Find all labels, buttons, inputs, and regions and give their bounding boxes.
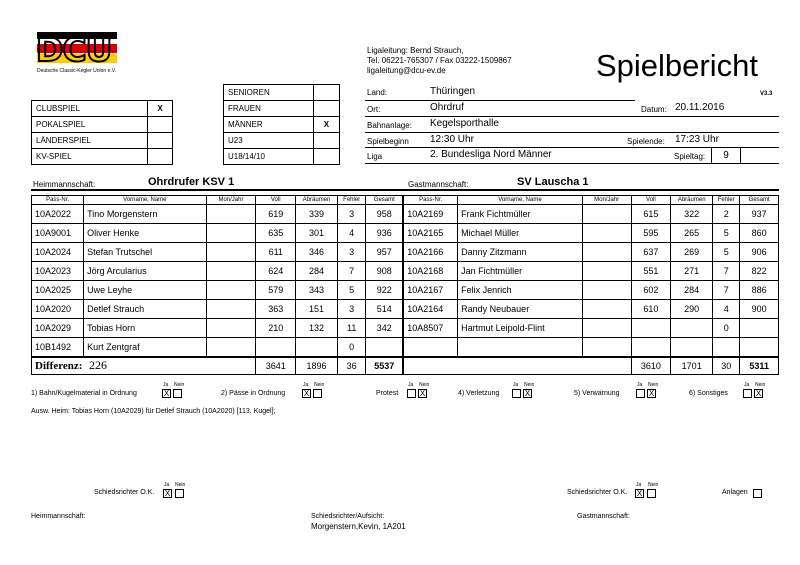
ort-label: Ort:	[367, 105, 381, 114]
klasse-checkbox[interactable]: X	[313, 117, 339, 133]
gast-gesamt: 900	[740, 300, 779, 319]
schiri-left-ja-label: Ja	[164, 482, 170, 488]
gast-abraeumen: 322	[671, 205, 713, 224]
gast-fehler	[713, 338, 740, 357]
land-value: Thüringen	[430, 86, 476, 97]
ende-label: Spielende:	[627, 137, 665, 146]
klasse-row	[224, 85, 340, 101]
check-ja-checkbox[interactable]	[512, 389, 521, 398]
differenz-cell	[32, 357, 256, 375]
check-ja-checkbox[interactable]	[636, 389, 645, 398]
heim-player-name: Uwe Leyhe	[84, 281, 206, 300]
check-ja-label: Ja	[744, 382, 750, 388]
klasse-checkbox[interactable]	[313, 101, 339, 117]
gast-mon-jahr	[582, 281, 631, 300]
gast-pass-nr: 10A2166	[403, 243, 457, 262]
heim-mon-jahr	[206, 243, 256, 262]
gast-gesamt: 886	[740, 281, 779, 300]
anlagen-label: Anlagen	[722, 489, 748, 496]
hdr-monjahr: Mon/Jahr	[206, 196, 256, 205]
heim-abraeumen: 346	[296, 243, 338, 262]
heim-voll: 611	[256, 243, 296, 262]
heim-abraeumen: 343	[296, 281, 338, 300]
schiri-ok-label: Schiedsrichter O.K.	[567, 489, 628, 496]
check-label: Protest	[376, 390, 399, 397]
gast-voll: 551	[631, 262, 671, 281]
heim-mon-jahr	[206, 262, 256, 281]
spielart-row	[32, 133, 173, 149]
klasse-grid	[223, 84, 340, 165]
schiri-ok-right	[567, 489, 627, 496]
schiri-ok-label: Schiedsrichter O.K.	[94, 489, 155, 496]
klasse-checkbox[interactable]	[313, 85, 339, 101]
spielart-label: KV-SPIEL	[32, 149, 148, 165]
spieltag-value: 9	[723, 150, 729, 161]
gast-gesamt	[740, 338, 779, 357]
gast-sum-voll: 3610	[631, 357, 671, 375]
hdr-fehler: Fehler	[338, 196, 366, 205]
klasse-row	[224, 101, 340, 117]
heim-pass-nr: 10A2020	[32, 300, 84, 319]
klasse-label: U23	[224, 133, 314, 149]
gast-abraeumen: 284	[671, 281, 713, 300]
spielart-checkbox[interactable]	[148, 117, 173, 133]
datum-label: Datum:	[641, 105, 667, 114]
check-ja-label: Ja	[513, 382, 519, 388]
check-nein-checkbox[interactable]: X	[524, 389, 531, 398]
gast-voll	[631, 338, 671, 357]
hdr-monjahr: Mon/Jahr	[582, 196, 631, 205]
hdr-pass: Pass-Nr.	[32, 196, 84, 205]
heim-sum-fehler: 36	[338, 357, 366, 375]
score-table	[31, 195, 779, 375]
check-nein-checkbox[interactable]: X	[648, 389, 655, 398]
player-row	[32, 338, 779, 357]
gast-gesamt: 937	[740, 205, 779, 224]
liga-info-line1: Ligaleitung: Bernd Strauch,	[367, 46, 464, 55]
gast-sum-fehler: 30	[713, 357, 740, 375]
heim-player-name: Jörg Arcularius	[84, 262, 206, 281]
beginn-label: Spielbeginn	[367, 137, 409, 146]
sig-schiri-label: Schiedsrichter/Aufsicht:	[311, 513, 385, 520]
schiri-left-ja-checkbox[interactable]: X	[164, 489, 171, 498]
gast-mon-jahr	[582, 300, 631, 319]
heim-player-name: Oliver Henke	[84, 224, 206, 243]
spielart-row	[32, 149, 173, 165]
gast-player-name: Frank Fichtmüller	[458, 205, 583, 224]
gast-pass-nr: 10A8507	[403, 319, 457, 338]
heim-gesamt: 957	[366, 243, 403, 262]
check-nein-label: Nein	[174, 382, 185, 388]
klasse-checkbox[interactable]	[313, 133, 339, 149]
differenz-label: Differenz:	[35, 360, 83, 373]
anlagen-checkbox[interactable]	[753, 489, 762, 498]
gast-voll: 637	[631, 243, 671, 262]
spielart-checkbox[interactable]	[148, 133, 173, 149]
player-row	[32, 205, 779, 224]
hdr-gesamt: Gesamt	[366, 196, 403, 205]
check-ja-checkbox[interactable]	[743, 389, 752, 398]
gast-sum-abraeumen: 1701	[671, 357, 713, 375]
heim-fehler: 3	[338, 205, 366, 224]
gast-gesamt: 860	[740, 224, 779, 243]
gast-fehler: 4	[713, 300, 740, 319]
score-header-row	[32, 196, 779, 205]
spielart-label: LÄNDERSPIEL	[32, 133, 148, 149]
heim-pass-nr: 10A2029	[32, 319, 84, 338]
hdr-abr: Abräumen	[671, 196, 713, 205]
page-title: Spielbericht	[596, 48, 758, 83]
heim-pass-nr: 10A2022	[32, 205, 84, 224]
ort-value: Ohrdruf	[430, 102, 464, 113]
heim-abraeumen: 132	[296, 319, 338, 338]
check-nein-checkbox[interactable]: X	[419, 389, 426, 398]
heim-gesamt: 936	[366, 224, 403, 243]
schiri-right-ja-label: Ja	[636, 482, 642, 488]
heim-pass-nr: 10A2025	[32, 281, 84, 300]
gast-fehler: 5	[713, 243, 740, 262]
heim-sum-voll: 3641	[256, 357, 296, 375]
gast-fehler: 5	[713, 224, 740, 243]
check-label: 5) Verwarnung	[574, 390, 620, 397]
gast-player-name: Michael Müller	[458, 224, 583, 243]
spielart-row	[32, 101, 173, 117]
logo-subtitle: Deutsche Classic-Kegler Union e.V.	[37, 68, 117, 74]
check-ja-label: Ja	[408, 382, 414, 388]
heim-pass-nr: 10A2023	[32, 262, 84, 281]
gast-voll: 602	[631, 281, 671, 300]
sig-schiri-name: Morgenstern,Kevin, 1A201	[311, 522, 406, 531]
heim-voll: 363	[256, 300, 296, 319]
gast-sum-spacer	[403, 357, 631, 375]
schiri-ok-left	[94, 489, 154, 496]
gast-player-name: Danny Zitzmann	[458, 243, 583, 262]
heim-player-name: Tino Morgenstern	[84, 205, 206, 224]
spieltag-label: Spieltag:	[674, 152, 706, 161]
gast-abraeumen: 269	[671, 243, 713, 262]
gast-gesamt: 822	[740, 262, 779, 281]
klasse-row	[224, 133, 340, 149]
check-ja-checkbox[interactable]: X	[163, 389, 170, 398]
heim-fehler: 5	[338, 281, 366, 300]
gast-team: SV Lauscha 1	[517, 176, 589, 188]
check-nein-label: Nein	[755, 382, 766, 388]
dcu-logo	[34, 30, 124, 80]
spielart-label: CLUBSPIEL	[32, 101, 148, 117]
gast-player-name: Hartmut Leipold-Flint	[458, 319, 583, 338]
schiri-right-nein-label: Nein	[648, 482, 659, 488]
heim-pass-nr: 10A2024	[32, 243, 84, 262]
gast-abraeumen: 271	[671, 262, 713, 281]
gast-fehler: 0	[713, 319, 740, 338]
player-row	[32, 224, 779, 243]
gast-fehler: 7	[713, 262, 740, 281]
liga-value: 2. Bundesliga Nord Männer	[430, 149, 552, 160]
check-nein-label: Nein	[314, 382, 325, 388]
bahn-value: Kegelsporthalle	[430, 118, 499, 129]
klasse-checkbox[interactable]	[313, 149, 339, 165]
version-label: V3.3	[760, 91, 773, 97]
heim-fehler: 3	[338, 243, 366, 262]
heim-fehler: 4	[338, 224, 366, 243]
ende-value: 17:23 Uhr	[675, 134, 719, 145]
gast-voll: 595	[631, 224, 671, 243]
check-nein-checkbox[interactable]: X	[755, 389, 762, 398]
check-ja-label: Ja	[163, 382, 169, 388]
check-ja-checkbox[interactable]	[407, 389, 416, 398]
heim-voll: 619	[256, 205, 296, 224]
check-nein-checkbox[interactable]	[313, 389, 322, 398]
heim-mon-jahr	[206, 338, 256, 357]
gast-voll	[631, 319, 671, 338]
heim-sum-abraeumen: 1896	[296, 357, 338, 375]
gast-label: Gastmannschaft:	[408, 180, 469, 189]
check-label: 2) Pässe in Ordnung	[221, 390, 286, 397]
logo-letters: DCU	[36, 30, 112, 69]
heim-mon-jahr	[206, 224, 256, 243]
beginn-value: 12:30 Uhr	[430, 134, 474, 145]
klasse-label: FRAUEN	[224, 101, 314, 117]
heim-gesamt: 958	[366, 205, 403, 224]
liga-info-line2: Tel. 06221-765307 / Fax 03222-1509867	[367, 56, 512, 65]
klasse-label: SENIOREN	[224, 85, 314, 101]
klasse-row	[224, 149, 340, 165]
differenz-value: 226	[88, 358, 107, 373]
gast-pass-nr: 10A2165	[403, 224, 457, 243]
heim-voll: 635	[256, 224, 296, 243]
spielart-label: POKALSPIEL	[32, 117, 148, 133]
check-ja-label: Ja	[637, 382, 643, 388]
schiri-left-nein-checkbox[interactable]	[175, 489, 184, 498]
sig-heim-label: Heimmannschaft:	[31, 513, 86, 520]
heim-label: Heimmannschaft:	[33, 180, 96, 189]
heim-mon-jahr	[206, 281, 256, 300]
auswechslung-note: Ausw. Heim: Tobias Horn (10A2029) für Detlef Strauch (10A2020) [113. Kugel];	[31, 408, 276, 415]
heim-gesamt: 514	[366, 300, 403, 319]
gast-abraeumen: 290	[671, 300, 713, 319]
gast-pass-nr	[403, 338, 457, 357]
heim-player-name: Stefan Trutschel	[84, 243, 206, 262]
gast-mon-jahr	[582, 262, 631, 281]
heim-team: Ohrdrufer KSV 1	[148, 176, 235, 188]
gast-gesamt: 906	[740, 243, 779, 262]
gast-pass-nr: 10A2167	[403, 281, 457, 300]
heim-mon-jahr	[206, 300, 256, 319]
sum-row	[32, 357, 779, 375]
gast-pass-nr: 10A2169	[403, 205, 457, 224]
heim-player-name: Tobias Horn	[84, 319, 206, 338]
heim-abraeumen: 151	[296, 300, 338, 319]
land-label: Land:	[367, 88, 388, 97]
heim-voll	[256, 338, 296, 357]
heim-fehler: 7	[338, 262, 366, 281]
heim-abraeumen: 301	[296, 224, 338, 243]
gast-mon-jahr	[582, 243, 631, 262]
heim-player-name: Detlef Strauch	[84, 300, 206, 319]
player-row	[32, 243, 779, 262]
check-ja-checkbox[interactable]: X	[303, 389, 310, 398]
check-nein-label: Nein	[648, 382, 659, 388]
gast-abraeumen	[671, 338, 713, 357]
check-nein-label: Nein	[419, 382, 430, 388]
spielart-grid	[31, 100, 173, 165]
liga-info	[367, 46, 512, 76]
heim-abraeumen	[296, 338, 338, 357]
heim-voll: 210	[256, 319, 296, 338]
spielart-checkbox[interactable]: X	[148, 101, 173, 117]
gast-mon-jahr	[582, 338, 631, 357]
bahn-label: Bahnanlage:	[367, 121, 412, 130]
klasse-row	[224, 117, 340, 133]
heim-gesamt: 342	[366, 319, 403, 338]
hdr-abr: Abräumen	[296, 196, 338, 205]
gast-mon-jahr	[582, 319, 631, 338]
hdr-name: Vorname, Name	[458, 196, 583, 205]
hdr-voll: Voll	[631, 196, 671, 205]
heim-pass-nr: 10A9001	[32, 224, 84, 243]
gast-mon-jahr	[582, 224, 631, 243]
heim-abraeumen: 284	[296, 262, 338, 281]
check-nein-checkbox[interactable]	[173, 389, 182, 398]
heim-fehler: 0	[338, 338, 366, 357]
heim-voll: 624	[256, 262, 296, 281]
heim-fehler: 3	[338, 300, 366, 319]
schiri-right-ja-checkbox[interactable]: X	[636, 489, 643, 498]
heim-player-name: Kurt Zentgraf	[84, 338, 206, 357]
spielart-row	[32, 117, 173, 133]
heim-mon-jahr	[206, 205, 256, 224]
hdr-gesamt: Gesamt	[740, 196, 779, 205]
heim-gesamt	[366, 338, 403, 357]
player-row	[32, 281, 779, 300]
check-ja-label: Ja	[303, 382, 309, 388]
gast-player-name: Jan Fichtmüller	[458, 262, 583, 281]
gast-player-name: Felix Jenrich	[458, 281, 583, 300]
heim-abraeumen: 339	[296, 205, 338, 224]
check-nein-label: Nein	[524, 382, 535, 388]
gast-pass-nr: 10A2164	[403, 300, 457, 319]
hdr-name: Vorname, Name	[84, 196, 206, 205]
heim-gesamt: 922	[366, 281, 403, 300]
heim-sum-gesamt: 5537	[366, 357, 403, 375]
liga-info-line3: ligaleitung@dcu-ev.de	[367, 66, 446, 75]
klasse-label: MÄNNER	[224, 117, 314, 133]
player-row	[32, 262, 779, 281]
spielart-checkbox[interactable]	[148, 149, 173, 165]
gast-fehler: 7	[713, 281, 740, 300]
heim-fehler: 11	[338, 319, 366, 338]
hdr-pass: Pass-Nr.	[403, 196, 457, 205]
player-row	[32, 300, 779, 319]
gast-pass-nr: 10A2168	[403, 262, 457, 281]
gast-voll: 615	[631, 205, 671, 224]
schiri-right-nein-checkbox[interactable]	[647, 489, 656, 498]
klasse-label: U18/14/10	[224, 149, 314, 165]
heim-mon-jahr	[206, 319, 256, 338]
sig-gast-label: Gastmannschaft:	[577, 513, 630, 520]
gast-fehler: 2	[713, 205, 740, 224]
gast-player-name	[458, 338, 583, 357]
gast-sum-gesamt: 5311	[740, 357, 779, 375]
gast-gesamt	[740, 319, 779, 338]
heim-pass-nr: 10B1492	[32, 338, 84, 357]
heim-gesamt: 908	[366, 262, 403, 281]
hdr-fehler: Fehler	[713, 196, 740, 205]
gast-abraeumen	[671, 319, 713, 338]
gast-player-name: Randy Neubauer	[458, 300, 583, 319]
gast-voll: 610	[631, 300, 671, 319]
player-row	[32, 319, 779, 338]
check-label: 6) Sonstiges	[689, 390, 728, 397]
check-label: 1) Bahn/Kugelmaterial in Ordnung	[31, 390, 137, 397]
gast-abraeumen: 265	[671, 224, 713, 243]
datum-value: 20.11.2016	[675, 102, 725, 113]
spieltag-box	[711, 147, 741, 164]
liga-label: Liga	[367, 152, 383, 161]
hdr-voll: Voll	[256, 196, 296, 205]
schiri-left-nein-label: Nein	[175, 482, 186, 488]
check-label: 4) Verletzung	[458, 390, 500, 397]
heim-voll: 579	[256, 281, 296, 300]
gast-mon-jahr	[582, 205, 631, 224]
